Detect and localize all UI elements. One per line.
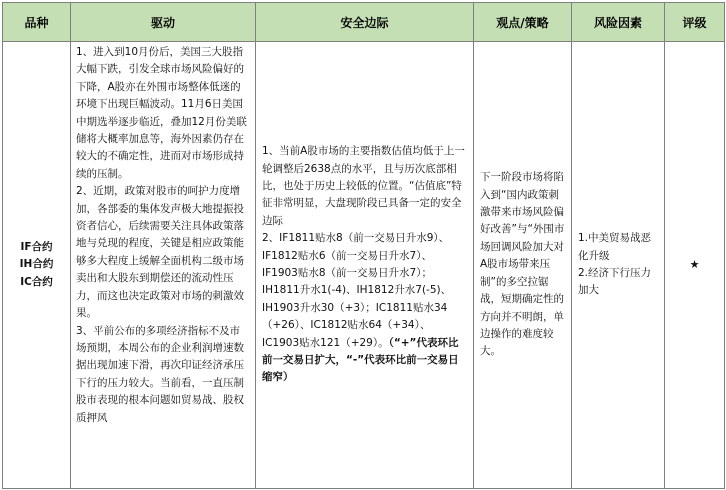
view-text: 下一阶段市场将陷入到“国内政策刺激带来市场风险偏好改善”与“外围市场回调风险加大对A股市场带来压制”的多空拉锯战，短期确定性的方向并不明朗，单边操作的难度较大。 [480, 171, 565, 358]
safety-margin-cell [256, 42, 474, 489]
safety-point-1: 1、当前A股市场的主要指数估值均低于上一轮调整后2638点的水平，且与历次底部相比，也处于历史上较低的位置。“估值底”特征非常明显，大盘现阶段已具备一定的安全边际 [262, 145, 465, 227]
variety-ih: IH合约 [19, 258, 54, 271]
risk-item-1: 1.中美贸易战恶化升级 [578, 232, 652, 262]
driver-cell [71, 42, 256, 489]
header-driver: 驱动 [71, 3, 256, 42]
header-safety-margin: 安全边际 [256, 3, 474, 42]
variety-cell [3, 42, 71, 489]
table-row [3, 42, 725, 489]
risk-item-2: 2.经济下行压力加大 [578, 267, 652, 297]
research-table [2, 2, 725, 489]
variety-if: IF合约 [20, 240, 53, 253]
header-rating: 评级 [665, 3, 725, 42]
driver-point-1: 1、进入到10月份后，美国三大股指大幅下跌，引发全球市场风险偏好的下降，A股亦在外围市场整体低迷的环境下出现巨幅波动。11月6日美国中期选举逐步临近，叠加12月份美联储将大概率加息等，海外因素仍存在较大的不确定性，进而对市场形成持续的压制。 [76, 46, 247, 180]
driver-point-2: 2、近期，政策对股市的呵护力度增加，各部委的集体发声极大地提振投资者信心，后续需要关注具体政策落地与兑现的程度，关键是相应政策能够多大程度上缓解全面机构二级市场卖出和大股东到期偿还的流动性压力，而这也决定政策对市场的刺激效果。 [76, 185, 244, 320]
header-row [3, 3, 725, 42]
header-view-strategy: 观点/策略 [474, 3, 572, 42]
rating-cell [665, 42, 725, 489]
view-strategy-cell [474, 42, 572, 489]
safety-point-2: 2、IF1811贴水8（前一交易日升水9）、IF1812贴水6（前一交易日升水7）、IF1903贴水8（前一交易日升水7）；IH1811升水1(-4)、IH1812升水7(-5)、IH1903升水30（+3）；IC1811贴水34（+26）、IC1812贴水64（+34）、IC1903贴水121（+29）。 [262, 232, 452, 349]
star-icon: ★ [689, 257, 700, 271]
safety-note: （“+”代表环比前一交易日扩大，“-”代表环比前一交易日缩窄） [262, 336, 459, 384]
variety-ic: IC合约 [20, 275, 53, 288]
header-variety: 品种 [3, 3, 71, 42]
driver-point-3: 3、平前公布的多项经济指标不及市场预期，本周公布的企业利润增速数据出现加速下滑，再次印证经济承压下行的压力较大。当前看，一直压制股市表现的根本问题如贸易战、股权质押风 [76, 324, 244, 424]
risk-factors-cell [572, 42, 665, 489]
header-risk-factors: 风险因素 [572, 3, 665, 42]
